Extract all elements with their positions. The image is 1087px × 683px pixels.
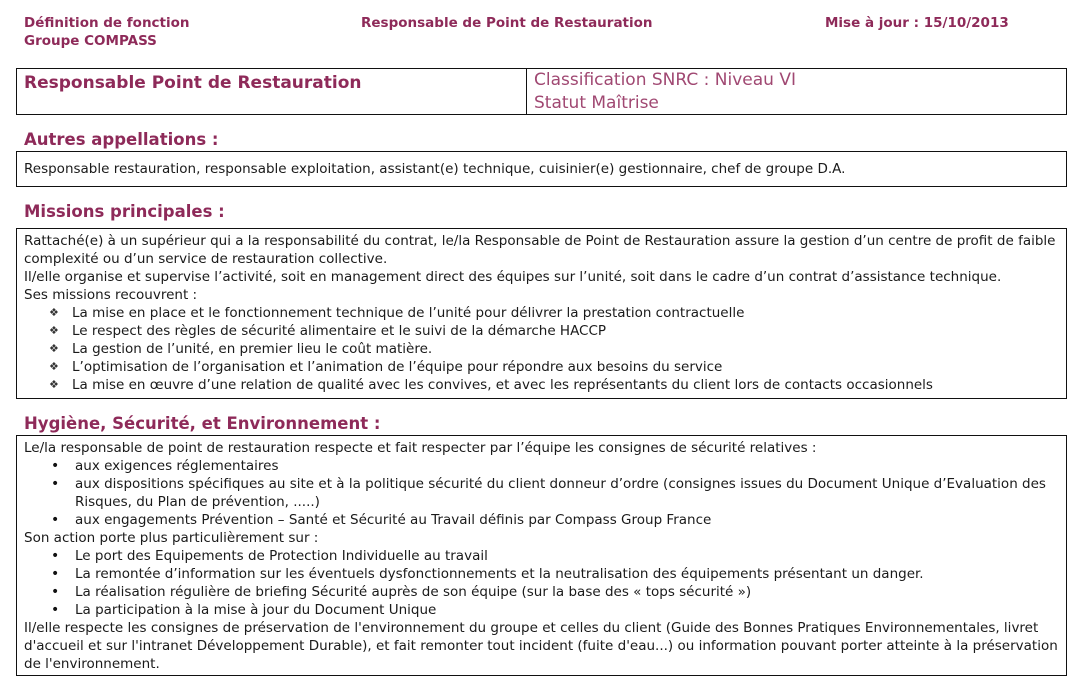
diamond-bullet-icon: ❖	[49, 324, 59, 337]
autres-appellations-box	[16, 151, 1067, 187]
missions-list	[24, 304, 1059, 394]
missions-intro: Ses missions recouvrent :	[24, 287, 198, 303]
list-item: ❖ La mise en œuvre d’une relation de qualité avec les convives, et avec les représentants du client lors de contacts occasionnels	[49, 377, 933, 393]
list-item: • aux engagements Prévention – Santé et Sécurité au Travail définis par Compass Group France	[51, 512, 712, 528]
classification-text: Classification SNRC : Niveau VI	[534, 70, 796, 90]
doc-header-title: Responsable de Point de Restauration	[361, 15, 653, 31]
hse-consignes-list	[24, 457, 1059, 529]
job-title-cell	[17, 69, 527, 114]
company-label: Groupe COMPASS	[24, 33, 157, 49]
missions-box	[16, 228, 1067, 399]
list-item: ❖ La mise en place et le fonctionnement technique de l’unité pour délivrer la prestation contractuelle	[49, 305, 745, 321]
list-item: ❖ L’optimisation de l’organisation et l’animation de l’équipe pour répondre aux besoins du service	[49, 359, 723, 375]
list-item: ❖ La gestion de l’unité, en premier lieu le coût matière.	[49, 341, 433, 357]
dot-bullet-icon: •	[51, 584, 60, 600]
diamond-bullet-icon: ❖	[49, 306, 59, 319]
list-item: ❖ Le respect des règles de sécurité alimentaire et le suivi de la démarche HACCP	[49, 323, 607, 339]
section-title-hse: Hygiène, Sécurité, et Environnement :	[24, 414, 381, 433]
doc-header-date: Mise à jour : 15/10/2013	[825, 15, 1009, 31]
dot-bullet-icon: •	[51, 458, 60, 474]
hse-action-intro: Son action porte plus particulièrement sur :	[24, 530, 319, 546]
missions-paragraph-2: Il/elle organise et supervise l’activité, soit en management direct des équipes sur l’unité, soit dans le cadre d’un contrat d’assistance technique.	[24, 269, 1002, 285]
title-block	[16, 68, 1067, 115]
list-item: • Le port des Equipements de Protection Individuelle au travail	[51, 548, 488, 564]
list-item: • La participation à la mise à jour du Document Unique	[51, 602, 437, 618]
list-item: • La réalisation régulière de briefing Sécurité auprès de son équipe (sur la base des « tops sécurité »)	[51, 584, 752, 600]
job-title: Responsable Point de Restauration	[24, 73, 362, 93]
diamond-bullet-icon: ❖	[49, 378, 59, 391]
missions-paragraph-1: Rattaché(e) à un supérieur qui a la responsabilité du contrat, le/la Responsable de Point de Restauration assure la gestion d’un centre de profit de faible complexité ou d’un service de restauration collective.	[24, 233, 1056, 267]
hse-intro: Le/la responsable de point de restauration respecte et fait respecter par l’équipe les consignes de sécurité relatives :	[24, 440, 817, 456]
status-text: Statut Maîtrise	[534, 93, 659, 113]
dot-bullet-icon: •	[51, 566, 60, 582]
dot-bullet-icon: •	[51, 512, 60, 528]
dot-bullet-icon: •	[51, 548, 60, 564]
doc-type-label: Définition de fonction	[24, 15, 190, 31]
list-item: • aux exigences réglementaires	[51, 458, 279, 474]
dot-bullet-icon: •	[51, 602, 60, 618]
hse-environment-text: Il/elle respecte les consignes de préservation de l'environnement du groupe et celles du client (Guide des Bonnes Pratiques Environnementales, livret d'accueil et sur l'intranet Développement Durable), et fait remonter tout incident (fuite d'eau...) ou information pouvant porter atteinte à la préservation de l'environnement.	[24, 620, 1058, 672]
autres-appellations-text: Responsable restauration, responsable exploitation, assistant(e) technique, cuisinier(e) gestionnaire, chef de groupe D.A.	[24, 161, 846, 177]
doc-header-left	[24, 14, 190, 50]
diamond-bullet-icon: ❖	[49, 342, 59, 355]
section-title-missions: Missions principales :	[24, 202, 225, 221]
hse-box	[16, 435, 1067, 676]
dot-bullet-icon: •	[51, 476, 60, 492]
classification-cell	[527, 69, 1066, 114]
section-title-autres-appellations: Autres appellations :	[24, 130, 219, 149]
list-item: • aux dispositions spécifiques au site et à la politique sécurité du client donneur d’ordre (consignes issues du Document Unique d’Evaluation des Risques, du Plan de prévention, .....)	[51, 476, 1046, 510]
hse-actions-list	[24, 547, 1059, 619]
list-item: • La remontée d’information sur les éventuels dysfonctionnements et la neutralisation des équipements présentant un danger.	[51, 566, 924, 582]
diamond-bullet-icon: ❖	[49, 360, 59, 373]
